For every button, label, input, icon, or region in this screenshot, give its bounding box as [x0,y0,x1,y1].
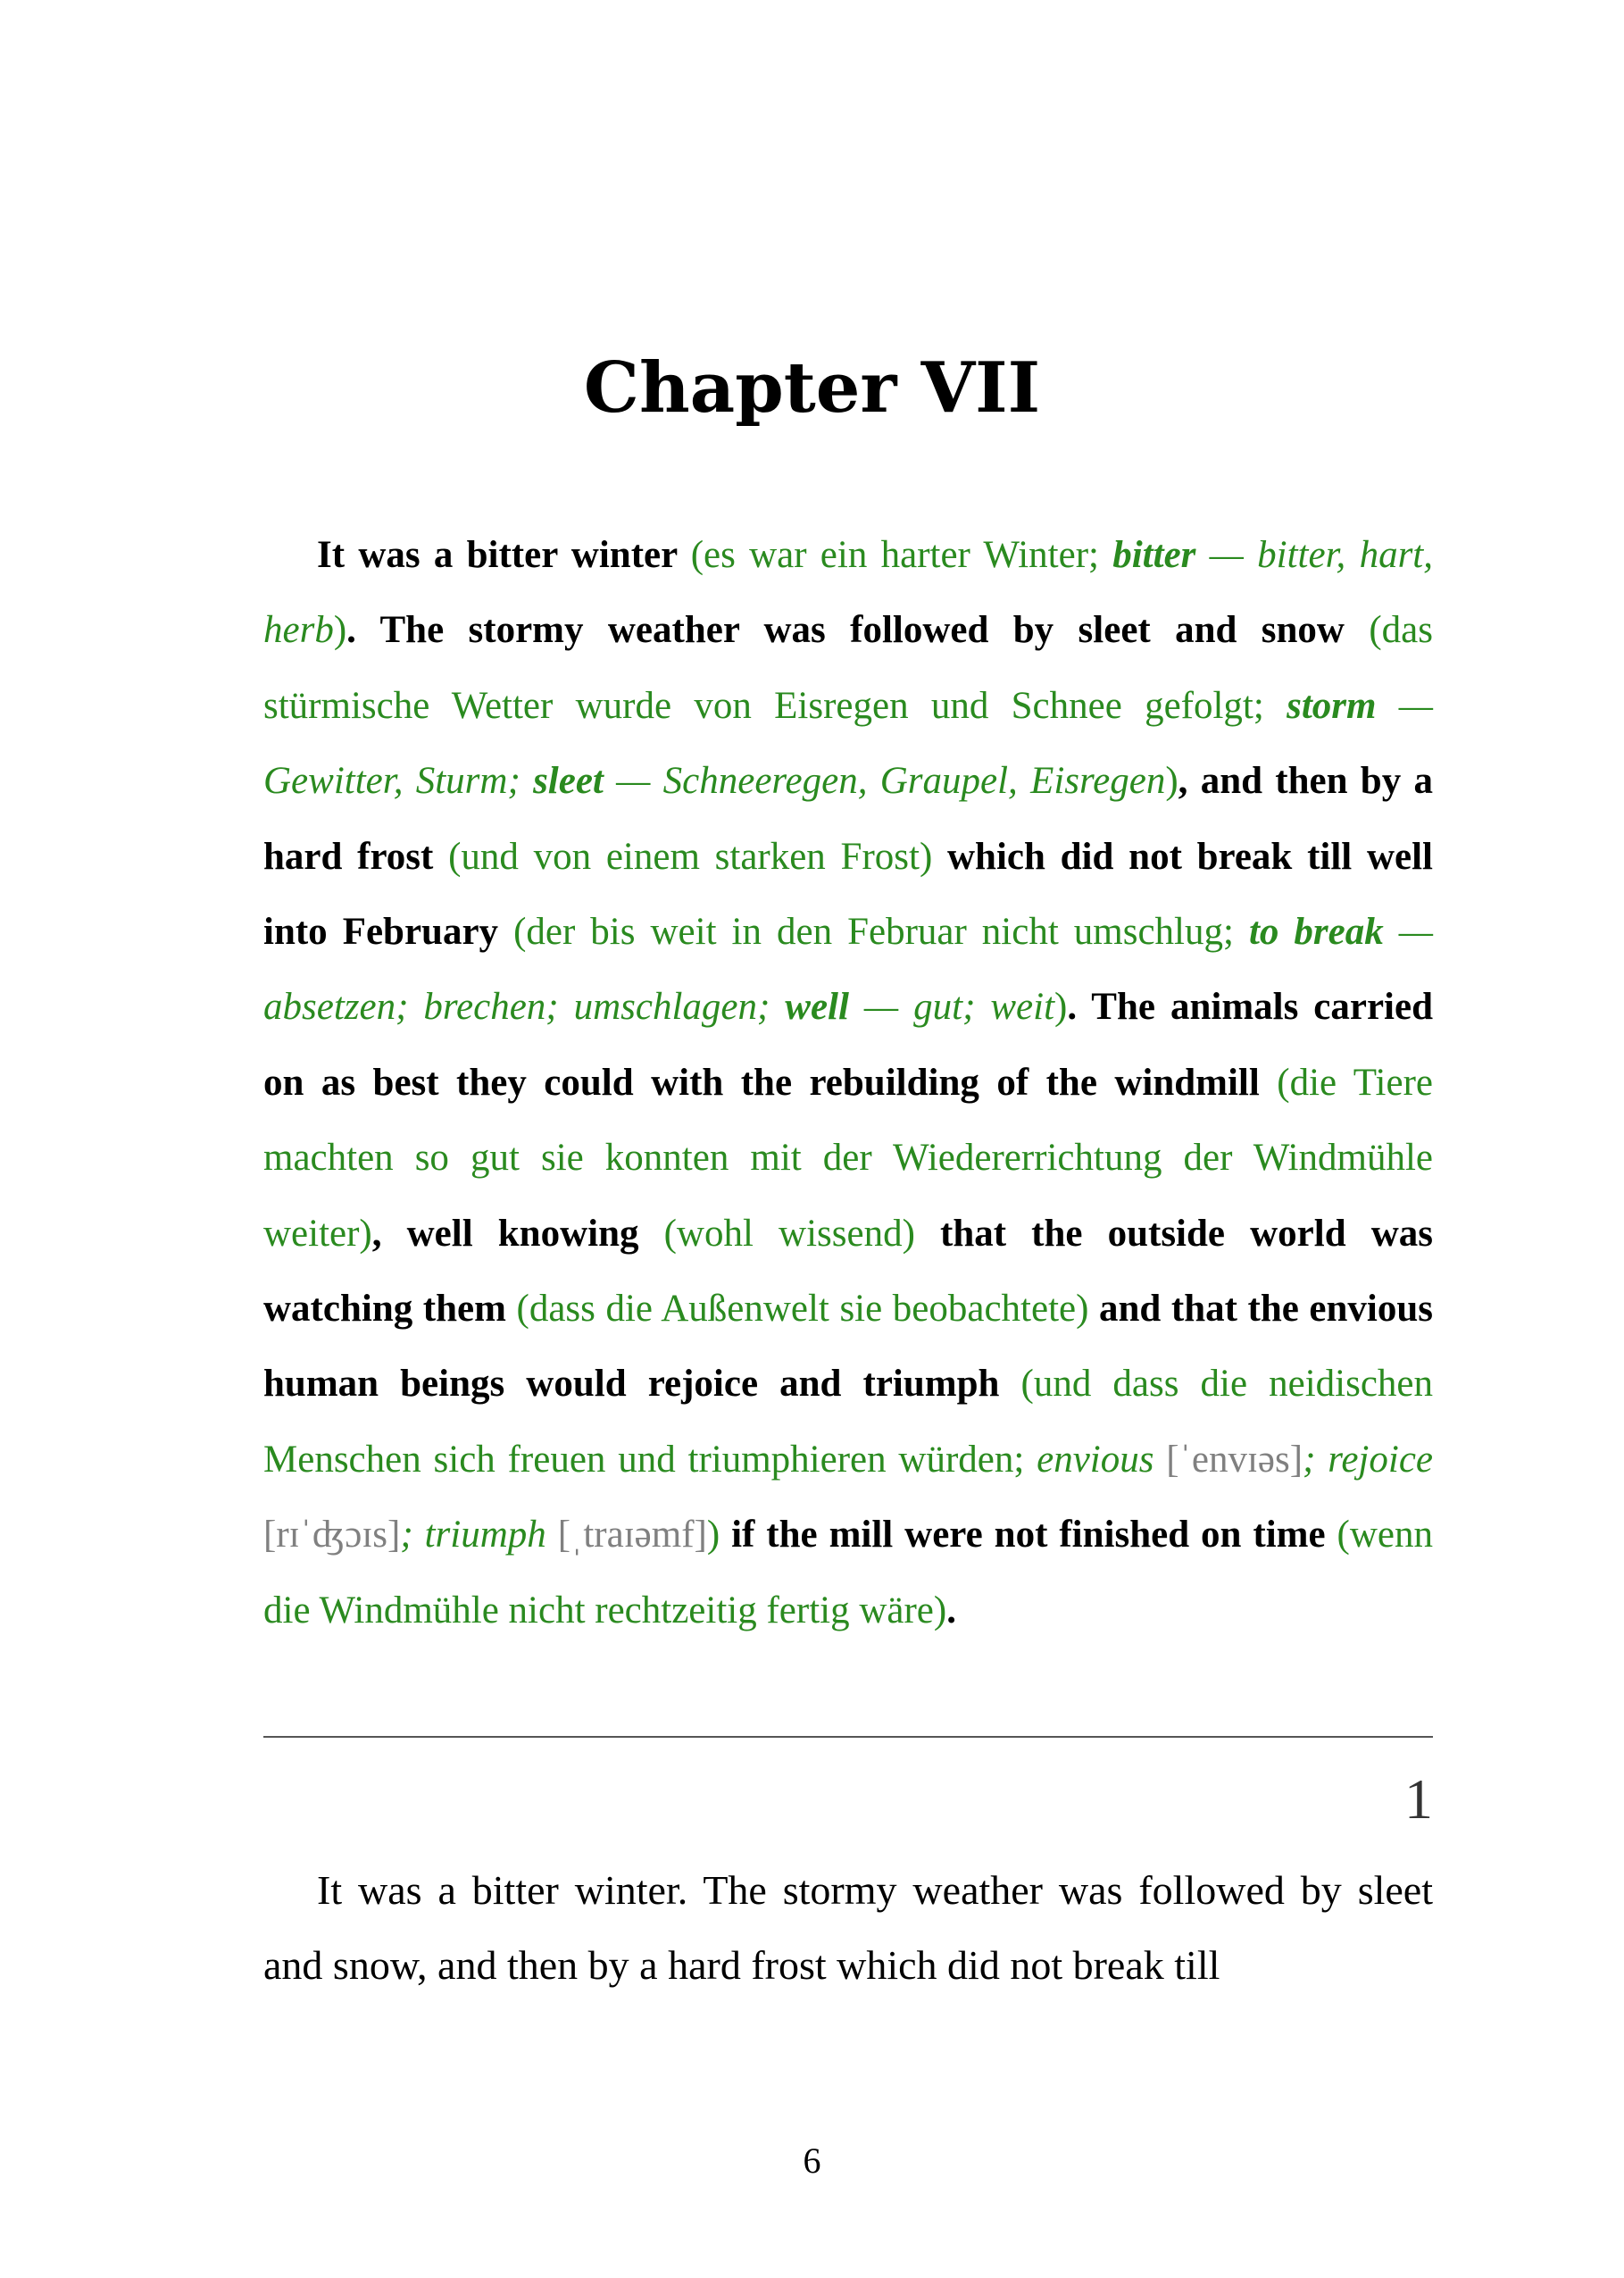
translation-segment: (der bis weit in den Februar nicht umschlug; [513,911,1249,954]
translation-segment: to break [1248,911,1384,954]
translation-segment: — gut; weit [848,986,1055,1029]
section-divider [263,1736,1433,1738]
translation-segment: (und von einem starken Frost) [448,835,947,878]
english-text-segment: which did not break till well into February [263,835,1433,954]
english-text-segment: if the mill were not finished on time [731,1514,1337,1556]
translation-segment: (wohl wissend) [663,1212,941,1255]
translation-segment: ) [1054,986,1068,1029]
translation-segment: ; triumph [400,1514,558,1556]
english-text-segment: that the outside world was watching them [263,1212,1433,1331]
translation-segment: envious [1037,1438,1167,1481]
english-text-segment: It was a bitter winter [317,534,691,576]
translation-segment: — Gewitter, Sturm; [263,684,1433,803]
english-text-segment: . The stormy weather was followed by sleet and snow [346,609,1370,652]
english-text-segment: and that the envious human beings would rejoice and triumph [263,1288,1434,1406]
original-text-paragraph: It was a bitter winter. The stormy weather was followed by sleet and snow, and then by a hard frost which did not break till [263,1867,1433,1988]
english-text-segment: . The animals carried on as best they could with the rebuilding of the windmill [263,986,1433,1104]
translation-segment: (dass die Außenwelt sie beobachtete) [516,1288,1099,1331]
english-text-segment: , and then by a hard frost [263,760,1433,878]
translation-segment: ; rejoice [1303,1438,1433,1481]
translation-segment: (das stürmische Wetter wurde von Eisregen und Schnee gefolgt; [263,609,1433,727]
translation-segment: ) [706,1514,732,1556]
translation-segment: (es war ein harter Winter; [690,534,1113,576]
translation-segment: (und dass die neidischen Menschen sich freuen und triumphieren würden; [263,1363,1434,1481]
translation-segment: storm [1287,684,1377,727]
chapter-title: Chapter VII [583,347,1041,429]
translation-segment: — absetzen; brechen; umschlagen; [263,911,1433,1029]
pronunciation-segment: [ˈenvɪəs] [1166,1438,1303,1481]
annotated-paragraph [263,518,1433,1648]
translation-segment: bitter [1112,534,1196,576]
page-number: 6 [803,2140,821,2181]
english-text-segment: . [946,1589,956,1631]
translation-segment: well [785,986,849,1029]
english-text-segment: , well knowing [371,1212,664,1255]
translation-segment: sleet [533,760,604,803]
translation-segment: — bitter, hart, herb [263,534,1434,652]
pronunciation-segment: [ˌtraɪəmf] [557,1514,707,1556]
translation-segment: — Schneeregen, Graupel, Eisregen [603,760,1166,803]
translation-segment: (die Tiere machten so gut sie konnten mit der Wiedererrichtung der Windmühle weiter) [263,1061,1433,1255]
translation-segment: ) [333,609,347,652]
section-number: 1 [1404,1767,1433,1831]
translation-segment: ) [1165,760,1178,803]
pronunciation-segment: [rɪˈʤɔɪs] [263,1514,401,1556]
translation-segment: (wenn die Windmühle nicht rechtzeitig fertig wäre) [263,1514,1433,1631]
